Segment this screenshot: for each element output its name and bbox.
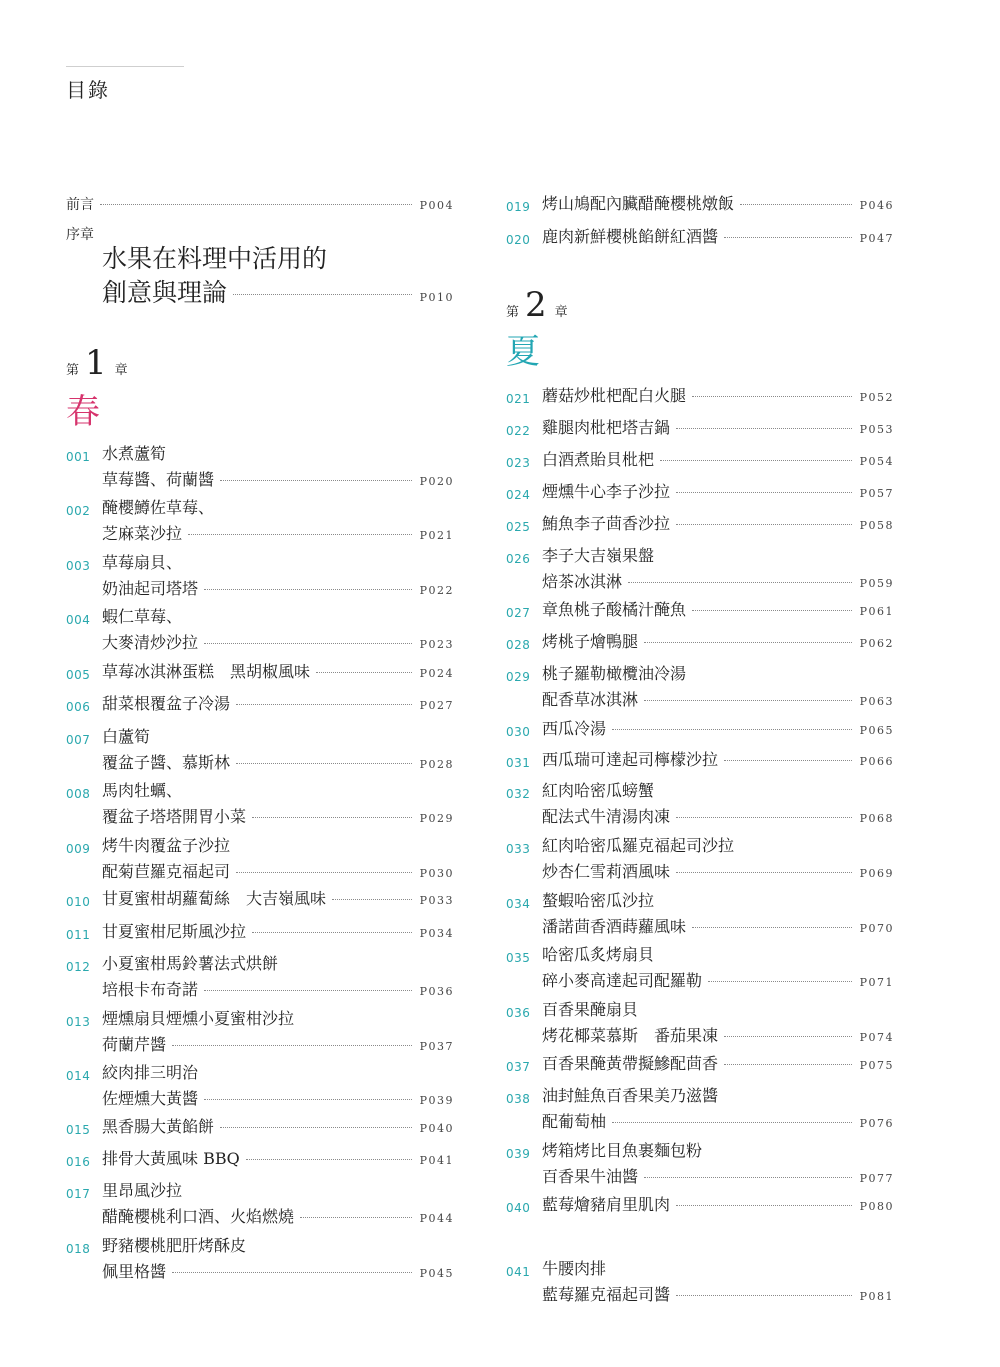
entry-title-line: 烤桃子燴鴨腿 [542, 632, 639, 651]
leader-dots [204, 990, 412, 991]
leader-dots [676, 492, 852, 493]
entry-title-line: 蝦仁草莓、 [102, 607, 183, 626]
page-number: P068 [859, 812, 894, 825]
entry-title-line: 草莓扇貝、 [102, 553, 183, 572]
page-number: P024 [419, 667, 454, 680]
page-number: P063 [859, 695, 894, 708]
entry-title-line: 草莓冰淇淋蛋糕 黑胡椒風味 [102, 662, 311, 681]
leader-dots [708, 981, 852, 982]
page-number: P034 [419, 927, 454, 940]
leader-dots [692, 396, 852, 397]
page-number: P021 [419, 529, 454, 542]
prologue-entry[interactable] [102, 242, 454, 315]
entry-title-line: 百香果醃扇貝 [542, 1000, 639, 1019]
page-number: P045 [419, 1267, 454, 1280]
leader-dots [220, 480, 412, 481]
entry-title-line: 烤花椰菜慕斯 番茄果凍 [542, 1026, 719, 1045]
page-number: P059 [859, 577, 894, 590]
entry-number: 014 [66, 1069, 91, 1083]
entry-title-line: 黑香腸大黃餡餅 [102, 1117, 215, 1136]
entry-title-line: 油封鮭魚百香果美乃滋醬 [542, 1086, 719, 1105]
entry-number: 016 [66, 1155, 91, 1169]
leader-dots [676, 428, 852, 429]
entry-number: 004 [66, 613, 91, 627]
leader-dots [252, 817, 412, 818]
leader-dots [644, 642, 852, 643]
entry-title-line: 醃櫻鱒佐草莓、 [102, 498, 215, 517]
entry-number: 036 [506, 1006, 531, 1020]
leader-dots [676, 1295, 852, 1296]
entry-number: 025 [506, 520, 531, 534]
leader-dots [252, 932, 412, 933]
leader-dots [692, 610, 852, 611]
leader-dots [724, 237, 852, 238]
entry-number: 005 [66, 668, 91, 682]
entry-title-line: 章魚桃子酸橘汁醃魚 [542, 600, 687, 619]
chapter-2-heading [506, 285, 568, 325]
entry-number: 029 [506, 670, 531, 684]
entry-title-line: 西瓜冷湯 [542, 719, 607, 738]
page-number: P069 [859, 867, 894, 880]
page-number: P065 [859, 724, 894, 737]
prologue-label: 序章 [66, 227, 94, 243]
entry-title-line: 烤牛肉覆盆子沙拉 [102, 836, 231, 855]
page-number: P039 [419, 1094, 454, 1107]
leader-dots [332, 899, 412, 900]
entry-title-line: 碎小麥高達起司配羅勒 [542, 971, 703, 990]
entry-number: 038 [506, 1092, 531, 1106]
entry-title-line: 白蘆筍 [102, 727, 151, 746]
entry-title-line: 奶油起司塔塔 [102, 579, 199, 598]
page-number: P066 [859, 755, 894, 768]
page-number: P041 [419, 1154, 454, 1167]
leader-dots [724, 1064, 852, 1065]
entry-title-line: 焙茶冰淇淋 [542, 572, 623, 591]
entry-title-line: 牛腰肉排 [542, 1259, 607, 1278]
entry-number: 035 [506, 951, 531, 965]
page-number: P052 [859, 391, 894, 404]
entry-title-line: 白酒煮貽貝枇杷 [542, 450, 655, 469]
entry-title-line: 甘夏蜜柑胡蘿蔔絲 大吉嶺風味 [102, 889, 327, 908]
leader-dots [724, 760, 852, 761]
entry-title-line: 哈密瓜炙烤扇貝 [542, 945, 655, 964]
preface-entry[interactable] [66, 194, 454, 214]
entry-title-line: 絞肉排三明治 [102, 1063, 199, 1082]
leader-dots [316, 672, 412, 673]
leader-dots [233, 294, 412, 295]
entry-title-line: 鮪魚李子茴香沙拉 [542, 514, 671, 533]
entry-title-line: 配法式牛清湯肉凍 [542, 807, 671, 826]
page-number: P046 [859, 199, 894, 212]
entry-title-line: 里昂風沙拉 [102, 1181, 183, 1200]
prologue-title-line1: 水果在料理中活用的 [102, 244, 328, 273]
entry-number: 013 [66, 1015, 91, 1029]
page-number: P080 [859, 1200, 894, 1213]
leader-dots [676, 1205, 852, 1206]
leader-dots [204, 589, 412, 590]
entry-title-line: 排骨大黃風味 BBQ [102, 1149, 240, 1168]
leader-dots [236, 872, 412, 873]
entry-number: 034 [506, 897, 531, 911]
entry-number: 032 [506, 787, 531, 801]
page-number: P081 [859, 1290, 894, 1303]
entry-title-line: 芝麻菜沙拉 [102, 524, 183, 543]
entry-title-line: 野豬櫻桃肥肝烤酥皮 [102, 1236, 247, 1255]
leader-dots [246, 1159, 412, 1160]
page-number: P053 [859, 423, 894, 436]
preface-label: 前言 [66, 197, 94, 213]
chapter-suffix: 章 [554, 305, 568, 320]
entry-number: 020 [506, 233, 531, 247]
entry-title-line: 烤山鳩配內臟醋醃櫻桃燉飯 [542, 194, 735, 213]
leader-dots [100, 204, 412, 205]
leader-dots [676, 524, 852, 525]
entry-title-line: 醋醃櫻桃利口酒、火焰燃燒 [102, 1207, 295, 1226]
entry-title-line: 佐煙燻大黃醬 [102, 1089, 199, 1108]
entry-title-line: 西瓜瑞可達起司檸檬沙拉 [542, 750, 719, 769]
page-number: P004 [419, 199, 454, 212]
entry-title-line: 潘諾茴香酒蒔蘿風味 [542, 917, 687, 936]
page-number: P030 [419, 867, 454, 880]
entry-title-line: 百香果醃黃帶擬鰺配茴香 [542, 1054, 719, 1073]
leader-dots [220, 1127, 412, 1128]
chapter-1-season: 春 [66, 392, 100, 432]
leader-dots [612, 1122, 852, 1123]
page-number: P076 [859, 1117, 894, 1130]
leader-dots [612, 729, 852, 730]
entry-number: 023 [506, 456, 531, 470]
entry-title-line: 桃子羅勒橄欖油冷湯 [542, 664, 687, 683]
entry-number: 024 [506, 488, 531, 502]
entry-number: 030 [506, 725, 531, 739]
entry-title-line: 煙燻扇貝煙燻小夏蜜柑沙拉 [102, 1009, 295, 1028]
page-number: P075 [859, 1059, 894, 1072]
chapter-number: 2 [525, 285, 547, 325]
entry-number: 027 [506, 606, 531, 620]
entry-title-line: 覆盆子塔塔開胃小菜 [102, 807, 247, 826]
entry-title-line: 甘夏蜜柑尼斯風沙拉 [102, 922, 247, 941]
entry-number: 021 [506, 392, 531, 406]
entry-number: 041 [506, 1265, 531, 1279]
chapter-suffix: 章 [114, 363, 128, 378]
top-rule [66, 66, 184, 67]
page-number: P027 [419, 699, 454, 712]
chapter-prefix: 第 [66, 363, 80, 378]
page-number: P070 [859, 922, 894, 935]
leader-dots [236, 763, 412, 764]
page-number: P044 [419, 1212, 454, 1225]
leader-dots [172, 1272, 412, 1273]
leader-dots [172, 1045, 412, 1046]
entry-title-line: 蘑菇炒枇杷配白火腿 [542, 386, 687, 405]
chapter-2-season: 夏 [506, 332, 540, 372]
page-number: P054 [859, 455, 894, 468]
page-number: P062 [859, 637, 894, 650]
entry-title-line: 甜菜根覆盆子冷湯 [102, 694, 231, 713]
entry-number: 031 [506, 756, 531, 770]
page-number: P028 [419, 758, 454, 771]
entry-number: 007 [66, 733, 91, 747]
entry-number: 001 [66, 450, 91, 464]
page-title: 目錄 [66, 78, 110, 102]
entry-title-line: 大麥清炒沙拉 [102, 633, 199, 652]
entry-number: 002 [66, 504, 91, 518]
entry-number: 015 [66, 1123, 91, 1137]
page-number: P074 [859, 1031, 894, 1044]
leader-dots [676, 872, 852, 873]
entry-title-line: 百香果牛油醬 [542, 1167, 639, 1186]
leader-dots [300, 1217, 412, 1218]
entry-title-line: 紅肉哈密瓜螃蟹 [542, 781, 655, 800]
leader-dots [660, 460, 852, 461]
leader-dots [724, 1036, 852, 1037]
entry-number: 008 [66, 787, 91, 801]
chapter-prefix: 第 [506, 305, 520, 320]
entry-title-line: 配菊苣羅克福起司 [102, 862, 231, 881]
entry-title-line: 配葡萄柚 [542, 1112, 607, 1131]
page-number: P058 [859, 519, 894, 532]
page-number: P061 [859, 605, 894, 618]
entry-title-line: 雞腿肉枇杷塔吉鍋 [542, 418, 671, 437]
page-number: P010 [419, 291, 454, 304]
entry-number: 009 [66, 842, 91, 856]
entry-number: 037 [506, 1060, 531, 1074]
leader-dots [628, 582, 852, 583]
entry-number: 019 [506, 200, 531, 214]
entry-number: 010 [66, 895, 91, 909]
entry-number: 022 [506, 424, 531, 438]
page-number: P029 [419, 812, 454, 825]
entry-title-line: 培根卡布奇諾 [102, 980, 199, 999]
entry-title-line: 佩里格醬 [102, 1262, 167, 1281]
entry-title-line: 配香草冰淇淋 [542, 690, 639, 709]
entry-number: 039 [506, 1147, 531, 1161]
entry-title-line: 紅肉哈密瓜羅克福起司沙拉 [542, 836, 735, 855]
entry-number: 012 [66, 960, 91, 974]
entry-number: 028 [506, 638, 531, 652]
page-number: P040 [419, 1122, 454, 1135]
entry-title-line: 李子大吉嶺果盤 [542, 546, 655, 565]
chapter-1-heading [66, 343, 128, 383]
chapter-number: 1 [85, 343, 107, 383]
page-number: P023 [419, 638, 454, 651]
entry-title-line: 烤箱烤比目魚裹麵包粉 [542, 1141, 703, 1160]
page-number: P047 [859, 232, 894, 245]
page-number: P020 [419, 475, 454, 488]
leader-dots [644, 1177, 852, 1178]
page-number: P057 [859, 487, 894, 500]
leader-dots [692, 927, 852, 928]
entry-title-line: 馬肉牡蠣、 [102, 781, 183, 800]
entry-number: 006 [66, 700, 91, 714]
page-number: P077 [859, 1172, 894, 1185]
page-number: P033 [419, 894, 454, 907]
page-number: P071 [859, 976, 894, 989]
entry-title-line: 螯蝦哈密瓜沙拉 [542, 891, 655, 910]
entry-title-line: 水煮蘆筍 [102, 444, 167, 463]
leader-dots [188, 534, 412, 535]
entry-number: 040 [506, 1201, 531, 1215]
entry-number: 018 [66, 1242, 91, 1256]
leader-dots [204, 643, 412, 644]
entry-number: 026 [506, 552, 531, 566]
entry-title-line: 覆盆子醬、慕斯林 [102, 753, 231, 772]
entry-title-line: 小夏蜜柑馬鈴薯法式烘餅 [102, 954, 279, 973]
entry-title-line: 煙燻牛心李子沙拉 [542, 482, 671, 501]
page-number: P036 [419, 985, 454, 998]
entry-title-line: 鹿肉新鮮櫻桃餡餅紅酒醬 [542, 227, 719, 246]
leader-dots [740, 204, 852, 205]
leader-dots [204, 1099, 412, 1100]
page-number: P037 [419, 1040, 454, 1053]
entry-number: 033 [506, 842, 531, 856]
leader-dots [676, 817, 852, 818]
prologue-title-line2: 創意與理論 [102, 278, 228, 307]
entry-title-line: 草莓醬、荷蘭醬 [102, 470, 215, 489]
entry-number: 003 [66, 559, 91, 573]
entry-number: 011 [66, 928, 91, 942]
entry-title-line: 藍莓燴豬肩里肌肉 [542, 1195, 671, 1214]
entry-title-line: 荷蘭芹醬 [102, 1035, 167, 1054]
entry-title-line: 藍莓羅克福起司醬 [542, 1285, 671, 1304]
entry-number: 017 [66, 1187, 91, 1201]
leader-dots [236, 704, 412, 705]
leader-dots [644, 700, 852, 701]
page-number: P022 [419, 584, 454, 597]
entry-title-line: 炒杏仁雪莉酒風味 [542, 862, 671, 881]
